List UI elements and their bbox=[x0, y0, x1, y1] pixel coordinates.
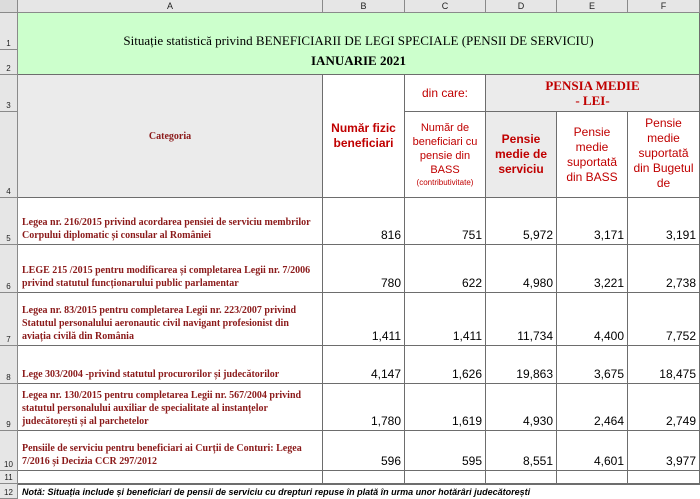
column-header-b[interactable]: B bbox=[323, 0, 405, 12]
header-pensie-serviciu[interactable]: Pensie medie de serviciu bbox=[486, 112, 557, 198]
row-header-1[interactable]: 1 bbox=[0, 13, 18, 50]
empty-cell[interactable] bbox=[18, 471, 323, 484]
row-header-3[interactable]: 3 bbox=[0, 75, 18, 112]
table-cell-f[interactable]: 18,475 bbox=[628, 346, 700, 384]
header-lei: - LEI- bbox=[575, 93, 610, 108]
table-cell-categoria[interactable]: LEGE 215 /2015 pentru modificarea și completarea Legii nr. 7/2006 privind statutul funcționarului public parlamentar bbox=[18, 245, 323, 293]
header-numar-fizic[interactable]: Număr fizic beneficiari bbox=[323, 75, 405, 198]
table-cell-categoria[interactable]: Legea nr. 130/2015 pentru completarea Legii nr. 567/2004 privind statutul personalului auxiliar de specialitate al instanțelor judecătorești și al parchetelor bbox=[18, 384, 323, 431]
row-header-5[interactable]: 5 bbox=[0, 198, 18, 245]
row-header-11[interactable]: 11 bbox=[0, 471, 18, 484]
table-cell-f[interactable]: 7,752 bbox=[628, 293, 700, 346]
table-cell-b[interactable]: 596 bbox=[323, 431, 405, 471]
header-contributivitate: (contributivitate) bbox=[416, 178, 474, 187]
empty-cell[interactable] bbox=[628, 471, 700, 484]
table-cell-categoria[interactable]: Pensiile de serviciu pentru beneficiari ai Curții de Conturi: Legea 7/2016 și Decizia CCR 297/2012 bbox=[18, 431, 323, 471]
title-block[interactable] bbox=[18, 13, 700, 75]
footnote[interactable]: Notă: Situația include și beneficiari de pensii de serviciu cu drepturi repuse în plată în urma unor hotărâri judecătorești bbox=[18, 484, 700, 499]
table-cell-b[interactable]: 780 bbox=[323, 245, 405, 293]
header-din-care-cell[interactable] bbox=[405, 75, 486, 112]
row-header-9[interactable]: 9 bbox=[0, 384, 18, 431]
column-header-a[interactable]: A bbox=[18, 0, 323, 12]
column-header-e[interactable]: E bbox=[557, 0, 628, 12]
row-header-4[interactable]: 4 bbox=[0, 112, 18, 198]
table-cell-d[interactable]: 8,551 bbox=[486, 431, 557, 471]
row-header-12[interactable]: 12 bbox=[0, 484, 18, 499]
table-cell-f[interactable]: 3,977 bbox=[628, 431, 700, 471]
row-header-7[interactable]: 7 bbox=[0, 293, 18, 346]
header-pensia-medie-cell[interactable] bbox=[486, 75, 700, 112]
table-cell-c[interactable]: 595 bbox=[405, 431, 486, 471]
header-din-care: din care: bbox=[421, 86, 469, 100]
empty-cell[interactable] bbox=[557, 471, 628, 484]
table-cell-d[interactable]: 4,980 bbox=[486, 245, 557, 293]
empty-cell[interactable] bbox=[405, 471, 486, 484]
table-cell-e[interactable]: 4,400 bbox=[557, 293, 628, 346]
row-header-6[interactable]: 6 bbox=[0, 245, 18, 293]
table-cell-b[interactable]: 1,411 bbox=[323, 293, 405, 346]
select-all-corner[interactable] bbox=[0, 0, 18, 12]
table-cell-e[interactable]: 2,464 bbox=[557, 384, 628, 431]
header-pensie-buget[interactable]: Pensie medie suportată din Bugetul de bbox=[628, 112, 700, 198]
report-period: IANUARIE 2021 bbox=[311, 53, 406, 68]
header-numar-bass-cell[interactable] bbox=[405, 112, 486, 198]
table-cell-b[interactable]: 1,780 bbox=[323, 384, 405, 431]
header-numar-bass: Număr de beneficiari cu pensie din BASS bbox=[412, 122, 478, 176]
table-cell-c[interactable]: 1,626 bbox=[405, 346, 486, 384]
table-cell-f[interactable]: 3,191 bbox=[628, 198, 700, 245]
column-header-bar bbox=[0, 0, 700, 13]
table-cell-e[interactable]: 3,675 bbox=[557, 346, 628, 384]
table-cell-d[interactable]: 11,734 bbox=[486, 293, 557, 346]
header-categoria[interactable]: Categoria bbox=[18, 75, 323, 198]
table-cell-e[interactable]: 3,171 bbox=[557, 198, 628, 245]
empty-cell[interactable] bbox=[486, 471, 557, 484]
empty-cell[interactable] bbox=[323, 471, 405, 484]
row-header-10[interactable]: 10 bbox=[0, 431, 18, 471]
table-cell-d[interactable]: 4,930 bbox=[486, 384, 557, 431]
header-pensie-bass[interactable]: Pensie medie suportată din BASS bbox=[557, 112, 628, 198]
column-header-f[interactable]: F bbox=[628, 0, 700, 12]
report-title: Situație statistică privind BENEFICIARII DE LEGI SPECIALE (PENSII DE SERVICIU) bbox=[123, 33, 594, 48]
column-header-d[interactable]: D bbox=[486, 0, 557, 12]
table-cell-c[interactable]: 1,619 bbox=[405, 384, 486, 431]
table-cell-categoria[interactable]: Legea nr. 216/2015 privind acordarea pensiei de serviciu membrilor Corpului diplomatic și consular al României bbox=[18, 198, 323, 245]
table-cell-d[interactable]: 19,863 bbox=[486, 346, 557, 384]
column-header-c[interactable]: C bbox=[405, 0, 486, 12]
table-cell-b[interactable]: 816 bbox=[323, 198, 405, 245]
row-header-8[interactable]: 8 bbox=[0, 346, 18, 384]
row-header-2[interactable]: 2 bbox=[0, 50, 18, 75]
table-cell-e[interactable]: 4,601 bbox=[557, 431, 628, 471]
table-cell-f[interactable]: 2,738 bbox=[628, 245, 700, 293]
table-cell-e[interactable]: 3,221 bbox=[557, 245, 628, 293]
table-cell-c[interactable]: 751 bbox=[405, 198, 486, 245]
table-cell-c[interactable]: 1,411 bbox=[405, 293, 486, 346]
table-cell-categoria[interactable]: Legea nr. 83/2015 pentru completarea Legii nr. 223/2007 privind Statutul personalului aeronautic civil navigant profesionist din aviația civilă din România bbox=[18, 293, 323, 346]
table-cell-d[interactable]: 5,972 bbox=[486, 198, 557, 245]
table-cell-categoria[interactable]: Lege 303/2004 -privind statutul procurorilor și judecătorilor bbox=[18, 346, 323, 384]
table-cell-b[interactable]: 4,147 bbox=[323, 346, 405, 384]
table-cell-f[interactable]: 2,749 bbox=[628, 384, 700, 431]
table-cell-c[interactable]: 622 bbox=[405, 245, 486, 293]
header-pensia-medie: PENSIA MEDIE bbox=[545, 78, 640, 93]
